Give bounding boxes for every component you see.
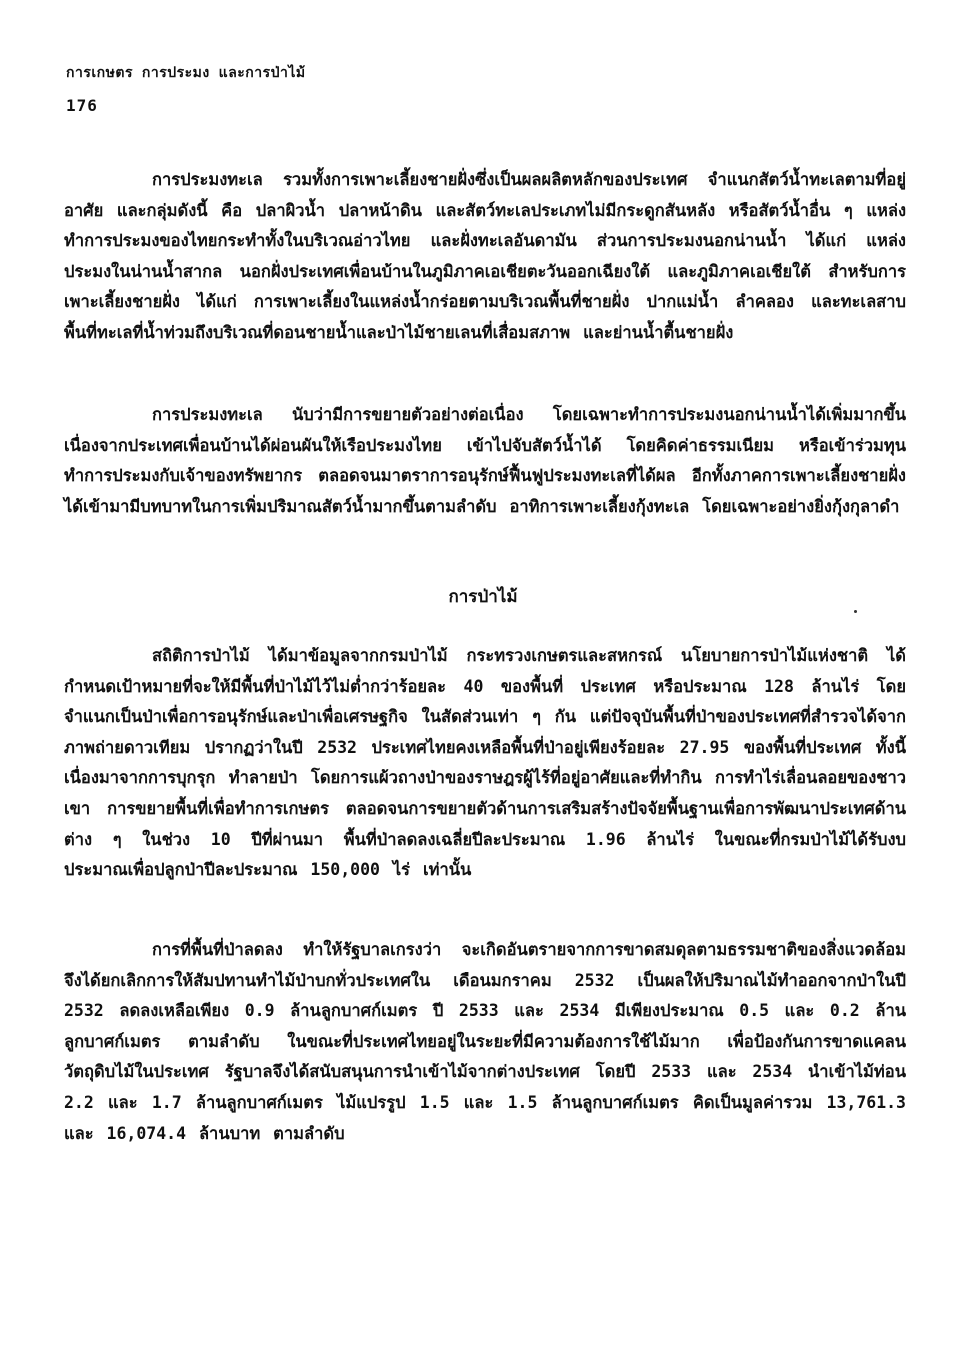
forestry-section-heading: การป่าไม้ (448, 587, 518, 607)
running-head: การเกษตร การประมง และการป่าไม้ (66, 65, 306, 81)
fisheries-paragraph-2: การประมงทะเล นับว่ามีการขยายตัวอย่างต่อเนื่อง โดยเฉพาะทำการประมงนอกน่านน้ำได้เพิ่มมากขึ้น เนื่องจากประเทศเพื่อนบ้านได้ผ่อนผันให้เรือประมงไทย เข้าไปจับสัตว์น้ำได้ โดยคิดค่าธรรมเนียม หรือเข้าร่วมทุนทำการประมงกับเจ้าของทรัพยากร ตลอดจนมาตราการอนุรักษ์ฟื้นฟูประมงทะเลที่ได้ผล อีกทั้งภาคการเพาะเลี้ยงชายฝั่งได้เข้ามามีบทบาทในการเพิ่มปริมาณสัตว์น้ำมากขึ้นตามลำดับ อาทิการเพาะเลี้ยงกุ้งทะเล โดยเฉพาะอย่างยิ่งกุ้งกุลาดำ (64, 405, 906, 516)
forestry-paragraph-2: การที่พื้นที่ป่าลดลง ทำให้รัฐบาลเกรงว่า จะเกิดอันตรายจากการขาดสมดุลตามธรรมชาติของสิ่งแวดล้อม จึงได้ยกเลิกการให้สัมปทานทำไม้ป่าบกทั่วประเทศใน เดือนมกราคม 2532 เป็นผลให้ปริมาณไม้ทำออกจากป่าในปี 2532 ลดลงเหลือเพียง 0.9 ล้านลูกบาศก์เมตร ปี 2533 และ 2534 มีเพียงประมาณ 0.5 และ 0.2 ล้านลูกบาศก์เมตร ตามลำดับ ในขณะที่ประเทศไทยอยู่ในระยะที่มีความต้องการใช้ไม้มาก เพื่อป้องกันการขาดแคลนวัตถุดิบไม้ในประเทศ รัฐบาลจึงได้สนับสนุนการนำเข้าไม้จากต่างประเทศ โดยปี 2533 และ 2534 นำเข้าไม้ท่อน 2.2 และ 1.7 ล้านลูกบาศก์เมตร ไม้แปรรูป 1.5 และ 1.5 ล้านลูกบาศก์เมตร คิดเป็นมูลค่ารวม 13,761.3 และ 16,074.4 ล้านบาท ตามลำดับ (64, 940, 906, 1143)
fisheries-paragraph-1: การประมงทะเล รวมทั้งการเพาะเลี้ยงชายฝั่งซึ่งเป็นผลผลิตหลักของประเทศ จำแนกสัตว์น้ำทะเลตามที่อยู่อาศัย และกลุ่มดังนี้ คือ ปลาผิวน้ำ ปลาหน้าดิน และสัตว์ทะเลประเภทไม่มีกระดูกสันหลัง หรือสัตว์น้ำอื่น ๆ แหล่งทำการประมงของไทยกระทำทั้งในบริเวณอ่าวไทย และฝั่งทะเลอันดามัน ส่วนการประมงนอกน่านน้ำ ได้แก่ แหล่งประมงในน่านน้ำสากล นอกฝั่งประเทศเพื่อนบ้านในภูมิภาคเอเชียตะวันออกเฉียงใต้ และภูมิภาคเอเชียใต้ สำหรับการเพาะเลี้ยงชายฝั่ง ได้แก่ การเพาะเลี้ยงในแหล่งน้ำกร่อยตามบริเวณพื้นที่ชายฝั่ง ปากแม่น้ำ ลำคลอง และทะเลสาบ พื้นที่ทะเลที่น้ำท่วมถึงบริเวณที่ดอนชายน้ำและป่าไม้ชายเลนที่เสื่อมสภาพ และย่านน้ำตื้นชายฝั่ง (64, 170, 906, 342)
forestry-paragraph-1: สถิติการป่าไม้ ได้มาข้อมูลจากกรมป่าไม้ กระทรวงเกษตรและสหกรณ์ นโยบายการป่าไม้แห่งชาติ ได้กำหนดเป้าหมายที่จะให้มีพื้นที่ป่าไม้ไว้ไม่ต่ำกว่าร้อยละ 40 ของพื้นที่ ประเทศ หรือประมาณ 128 ล้านไร่ โดยจำแนกเป็นป่าเพื่อการอนุรักษ์และป่าเพื่อเศรษฐกิจ ในสัดส่วนเท่า ๆ กัน แต่ปัจจุบันพื้นที่ป่าของประเทศที่สำรวจได้จากภาพถ่ายดาวเทียม ปรากฏว่าในปี 2532 ประเทศไทยคงเหลือพื้นที่ป่าอยู่เพียงร้อยละ 27.95 ของพื้นที่ประเทศ ทั้งนี้เนื่องมาจากการบุกรุก ทำลายป่า โดยการแผ้วถางป่าของราษฎรผู้ไร้ที่อยู่อาศัยและที่ทำกิน การทำไร่เลื่อนลอยของชาวเขา การขยายพื้นที่เพื่อทำการเกษตร ตลอดจนการขยายตัวด้านการเสริมสร้างปัจจัยพื้นฐานเพื่อการพัฒนาประเทศด้านต่าง ๆ ในช่วง 10 ปีที่ผ่านมา พื้นที่ป่าลดลงเฉลี่ยปีละประมาณ 1.96 ล้านไร่ ในขณะที่กรมป่าไม้ได้รับงบประมาณเพื่อปลูกป่าปีละประมาณ 150,000 ไร่ เท่านั้น (64, 646, 906, 880)
page-number: 176 (66, 96, 98, 115)
scan-speck (854, 610, 857, 613)
